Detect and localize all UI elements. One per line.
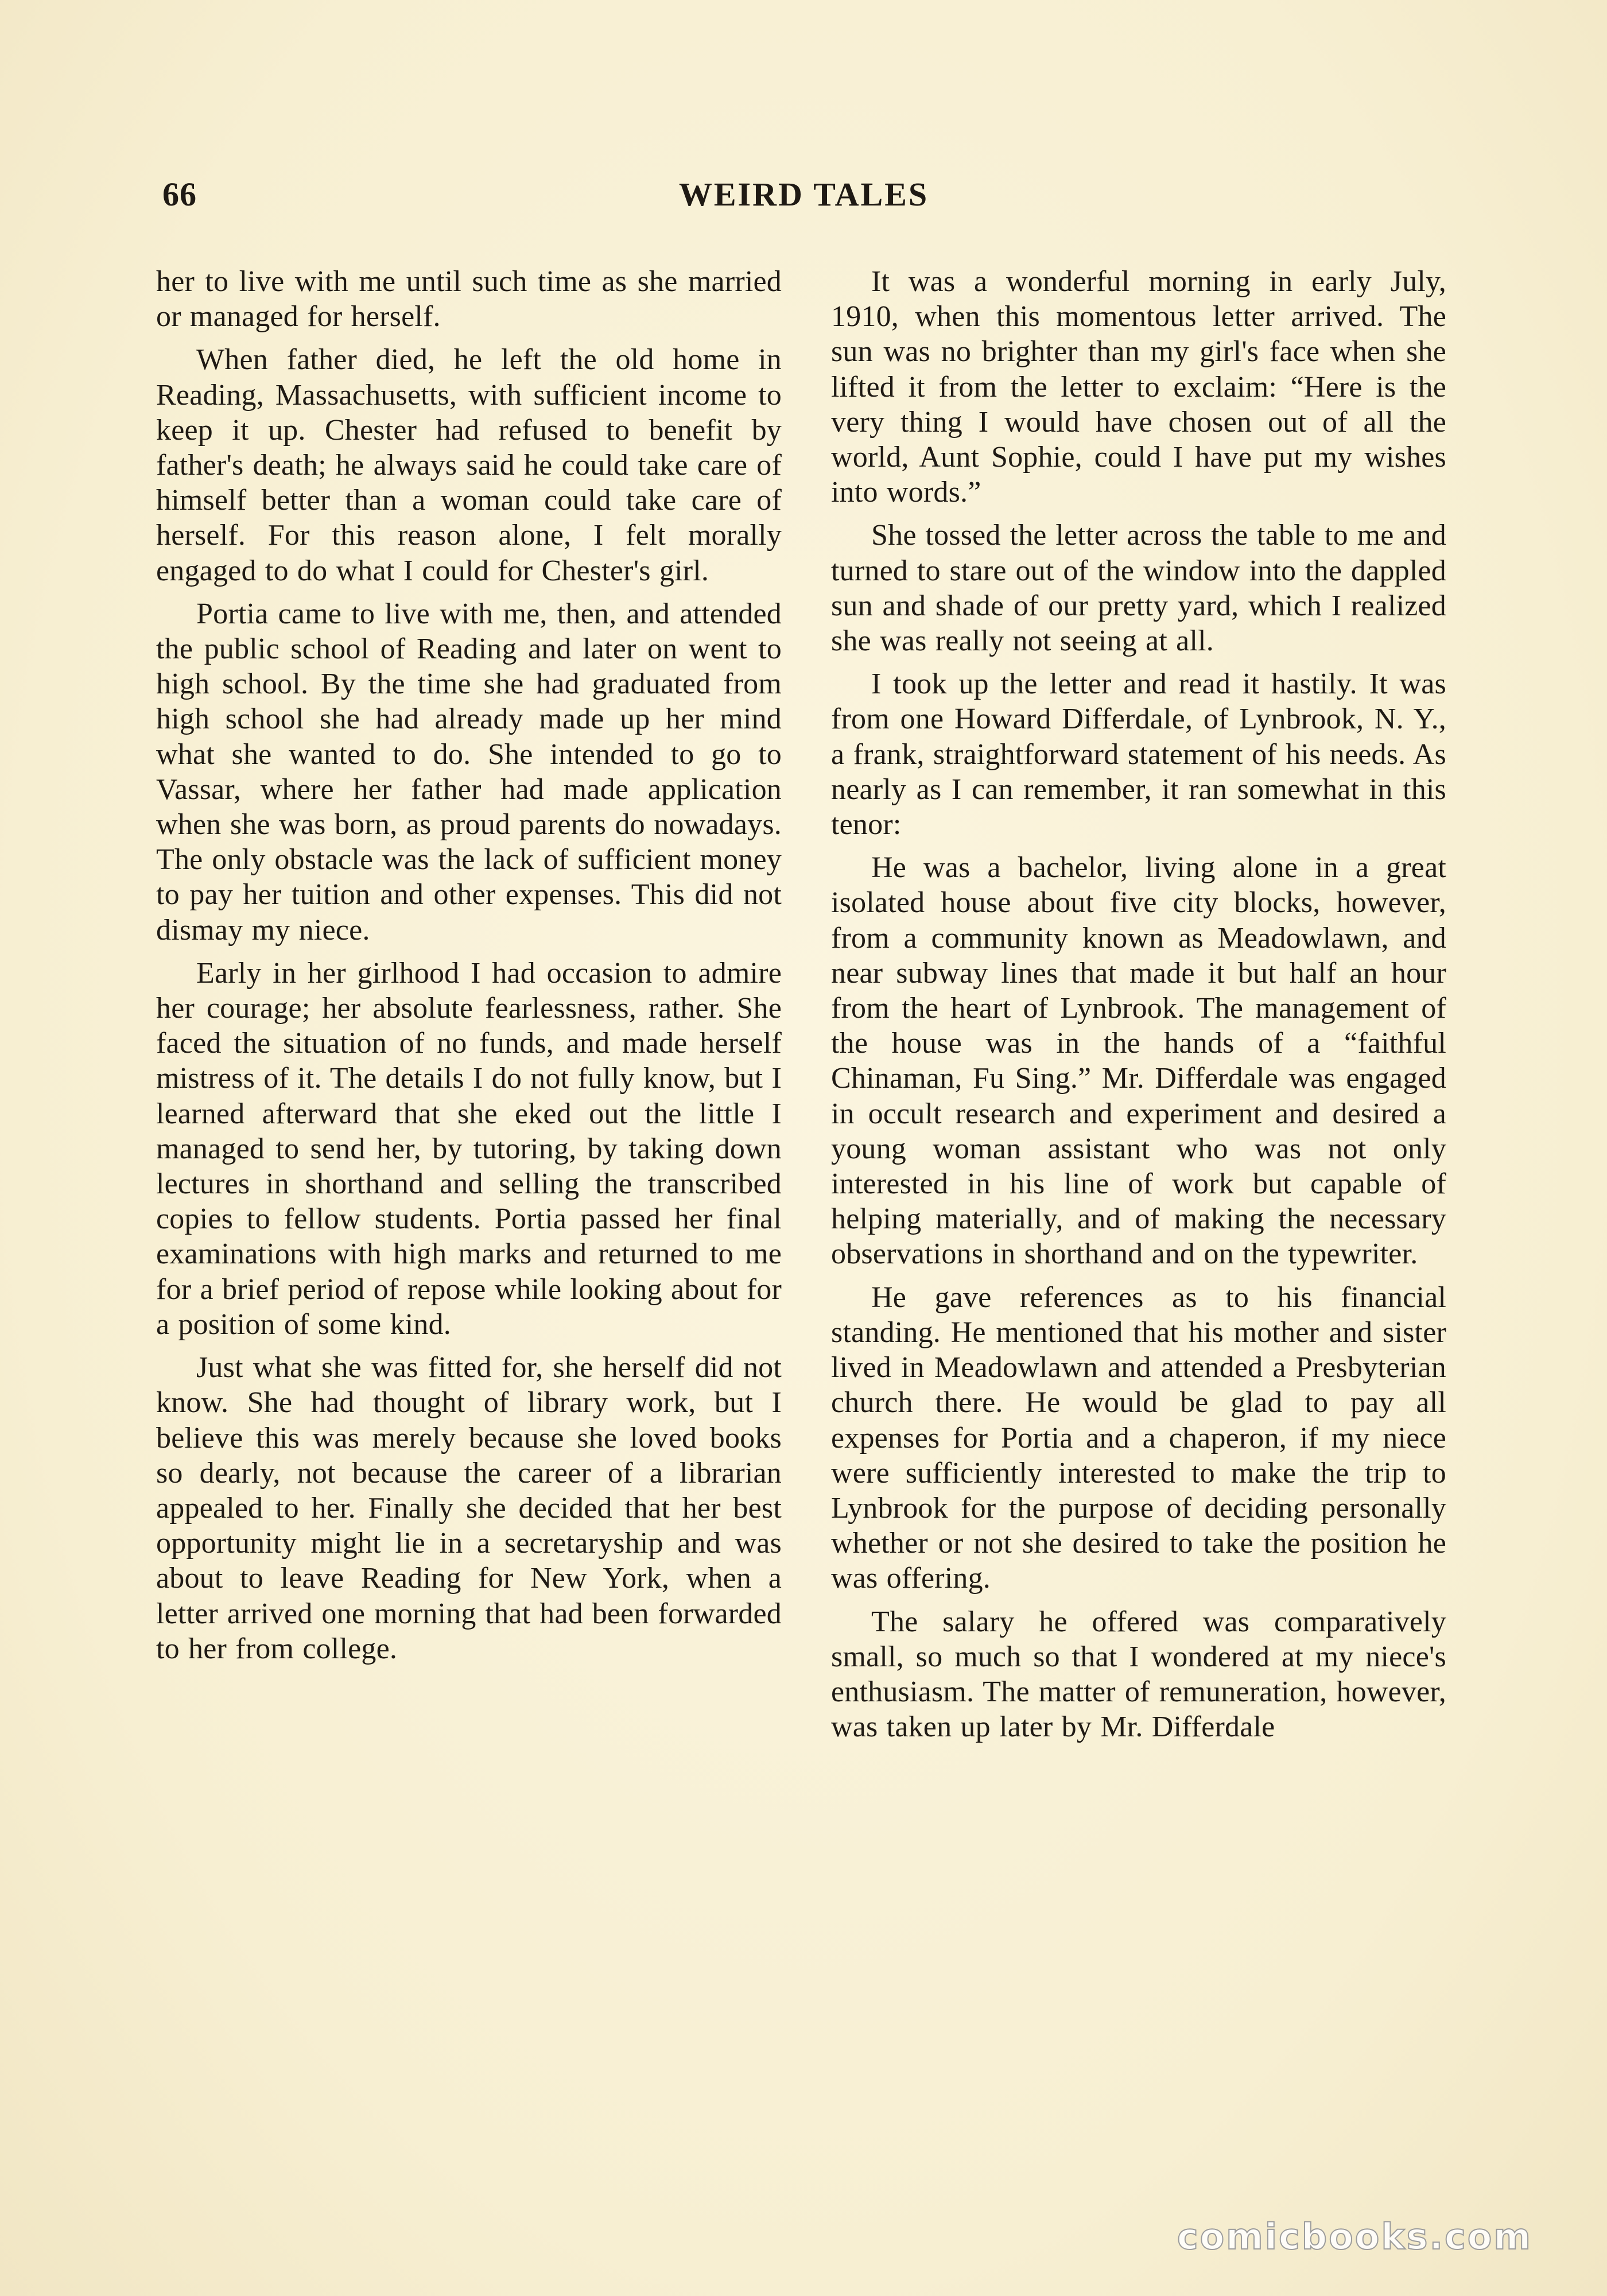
paragraph: her to live with me until such time as she married or managed for herself.	[156, 265, 782, 333]
paragraph: The salary he offered was comparatively small, so much so that I wondered at my niece's enthusiasm. The matter of remuneration, however, was taken up later by Mr. Differdale	[831, 1605, 1446, 1744]
paragraph: He gave references as to his financial standing. He mentioned that his mother and sister lived in Meadowlawn and attended a Presbyterian church there. He would be glad to pay all expenses for Portia and a chaperon, if my niece were sufficiently interested to make the trip to Lynbrook for the purpose of deciding personally whether or not she desired to take the position he was offering.	[831, 1281, 1446, 1595]
paragraph: Early in her girlhood I had occasion to admire her courage; her absolute fearlessness, rather. She faced the situation of no funds, and made herself mistress of it. The details I do not fully know, but I learned afterward that she eked out the little I managed to send her, by tutoring, by taking down lectures in shorthand and selling the transcribed copies to fellow students. Portia passed her final examinations with high marks and returned to me for a brief period of repose while looking about for a position of some kind.	[156, 956, 782, 1341]
watermark-logo: comicbooks.com	[1177, 2216, 1532, 2258]
left-column	[156, 264, 782, 1674]
page-header	[162, 175, 1445, 221]
paragraph: When father died, he left the old home in Reading, Massachusetts, with sufficient income to keep it up. Chester had refused to benefit by father's death; he always said he could take care of himself better than a woman could take care of herself. For this reason alone, I felt morally engaged to do what I could for Chester's girl.	[156, 343, 782, 587]
paragraph: She tossed the letter across the table to me and turned to stare out of the window into the dappled sun and shade of our pretty yard, which I realized she was really not seeing at all.	[831, 519, 1446, 658]
paragraph: He was a bachelor, living alone in a great isolated house about five city blocks, however, from a community known as Meadowlawn, and near subway lines that made it but half an hour from the heart of Lynbrook. The management of the house was in the hands of a “faithful Chinaman, Fu Sing.” Mr. Differdale was engaged in occult research and experiment and desired a young woman assistant who was not only interested in his line of work but capable of helping materially, and of making the necessary observations in shorthand and on the typewriter.	[831, 851, 1446, 1271]
paragraph: It was a wonderful morning in early July, 1910, when this momentous letter arrived. The sun was no brighter than my girl's face when she lifted it from the letter to exclaim: “Here is the very thing I would have chosen out of all the world, Aunt Sophie, could I have put my wishes into words.”	[831, 265, 1446, 509]
paragraph: Portia came to live with me, then, and attended the public school of Reading and later on went to high school. By the time she had graduated from high school she had already made up her mind what she wanted to do. She intended to go to Vassar, where her father had made application when she was born, as proud parents do nowadays. The only obstacle was the lack of sufficient money to pay her tuition and other expenses. This did not dismay my niece.	[156, 597, 782, 947]
paragraph: Just what she was fitted for, she herself did not know. She had thought of library work, but I believe this was merely because she loved books so dearly, not because the career of a librarian appealed to her. Finally she decided that her best opportunity might lie in a secretaryship and was about to leave Reading for New York, when a letter arrived one morning that had been forwarded to her from college.	[156, 1351, 782, 1665]
paragraph: I took up the letter and read it hastily. It was from one Howard Differdale, of Lynbrook, N. Y., a frank, straightforward statement of his needs. As nearly as I can remember, it ran somewhat in this tenor:	[831, 668, 1446, 841]
right-column	[831, 264, 1446, 1752]
running-title: WEIRD TALES	[678, 176, 929, 213]
page-number: 66	[162, 176, 197, 213]
